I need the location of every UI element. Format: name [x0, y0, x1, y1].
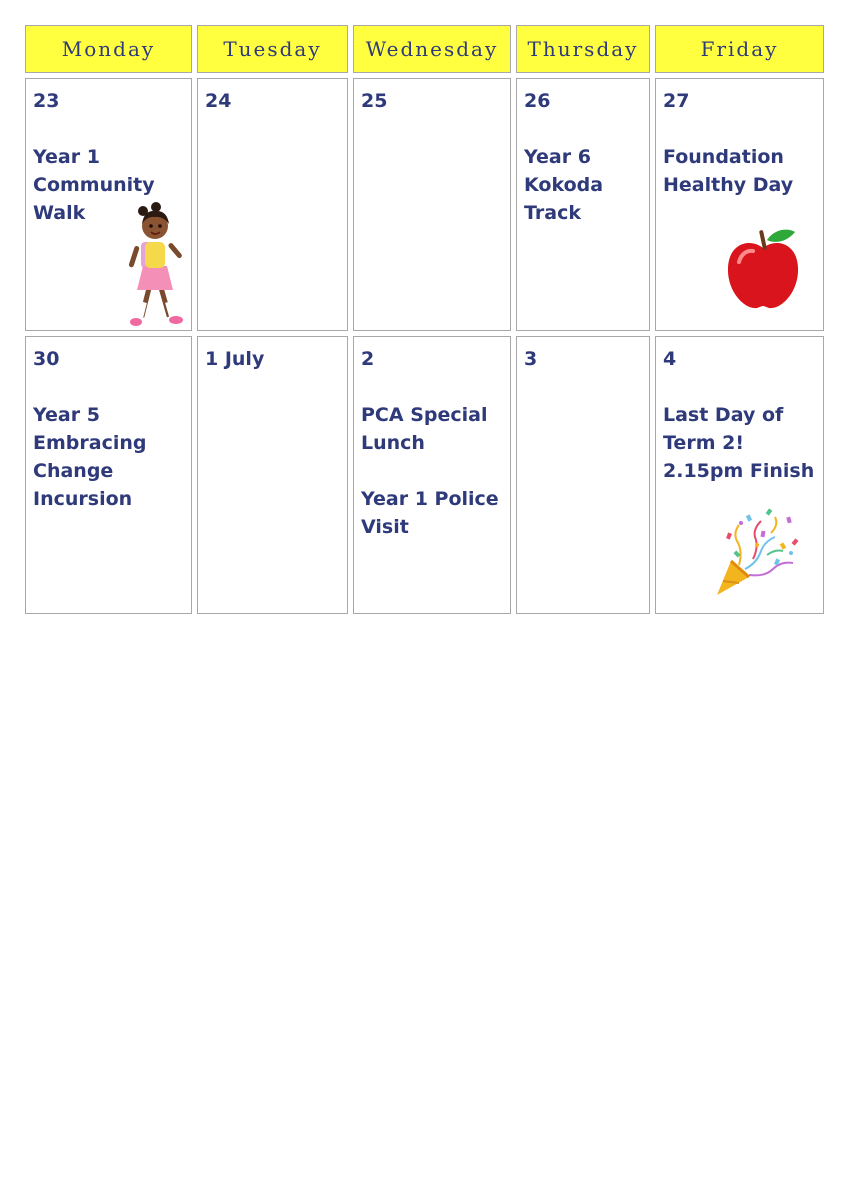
- day-cell: [655, 336, 824, 614]
- day-cell: [197, 336, 348, 614]
- calendar: [25, 25, 824, 619]
- weekday-header-thursday: Thursday: [516, 25, 650, 73]
- day-event: Foundation Healthy Day: [663, 146, 794, 196]
- weekday-header-tuesday: Tuesday: [197, 25, 348, 73]
- day-date: 3: [524, 348, 538, 370]
- day-date: 24: [205, 90, 232, 112]
- day-event: Year 6 Kokoda Track: [524, 146, 604, 224]
- day-event: Last Day of Term 2! 2.15pm Finish: [663, 404, 815, 482]
- day-date: 23: [33, 90, 60, 112]
- party-popper-icon: [709, 503, 803, 603]
- weekday-header-friday: Friday: [655, 25, 824, 73]
- day-cell: [516, 336, 650, 614]
- day-date: 1 July: [205, 348, 265, 370]
- day-date: 4: [663, 348, 677, 370]
- day-event: Year 1 Police Visit: [361, 488, 499, 538]
- day-cell: [353, 336, 511, 614]
- day-event: PCA Special Lunch: [361, 404, 488, 454]
- day-cell: [353, 78, 511, 331]
- day-cell: [197, 78, 348, 331]
- apple-icon: [723, 226, 803, 312]
- day-cell: [655, 78, 824, 331]
- day-event: Year 5 Embracing Change Incursion: [33, 404, 147, 510]
- day-cell: [25, 336, 192, 614]
- day-date: 30: [33, 348, 60, 370]
- weekday-header-wednesday: Wednesday: [353, 25, 511, 73]
- day-cell: [516, 78, 650, 331]
- weekday-header-row: [25, 25, 824, 73]
- day-cell: [25, 78, 192, 331]
- weekday-header-monday: Monday: [25, 25, 192, 73]
- walking-girl-icon: [123, 202, 189, 330]
- day-date: 26: [524, 90, 551, 112]
- day-date: 2: [361, 348, 375, 370]
- day-event: Year 1 Community Walk: [33, 146, 155, 224]
- day-date: 25: [361, 90, 388, 112]
- day-date: 27: [663, 90, 690, 112]
- week-row-1: [25, 78, 824, 331]
- week-row-2: [25, 336, 824, 614]
